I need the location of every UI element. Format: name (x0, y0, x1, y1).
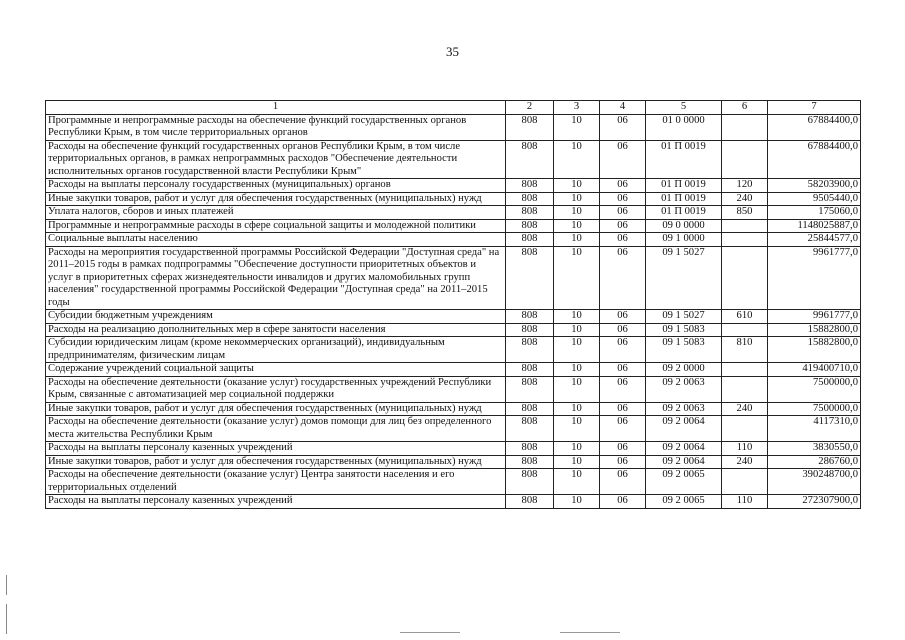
column-header: 4 (600, 101, 646, 115)
ministry-code: 808 (506, 416, 554, 442)
section-code: 10 (554, 140, 600, 179)
ministry-code: 808 (506, 337, 554, 363)
column-header: 7 (768, 101, 861, 115)
ministry-code: 808 (506, 219, 554, 233)
amount: 7500000,0 (768, 376, 861, 402)
target-item-code: 01 0 0000 (646, 114, 722, 140)
expense-type-code: 810 (722, 337, 768, 363)
subsection-code: 06 (600, 442, 646, 456)
table-row (46, 140, 861, 179)
table-row (46, 179, 861, 193)
section-code: 10 (554, 455, 600, 469)
subsection-code: 06 (600, 246, 646, 310)
subsection-code: 06 (600, 179, 646, 193)
page-number: 35 (446, 44, 459, 59)
expense-type-code: 110 (722, 495, 768, 509)
expense-type-code: 240 (722, 455, 768, 469)
subsection-code: 06 (600, 416, 646, 442)
column-header: 1 (46, 101, 506, 115)
amount: 25844577,0 (768, 233, 861, 247)
ministry-code: 808 (506, 495, 554, 509)
section-code: 10 (554, 323, 600, 337)
expense-type-code (722, 416, 768, 442)
amount: 15882800,0 (768, 323, 861, 337)
section-code: 10 (554, 402, 600, 416)
table-row (46, 337, 861, 363)
row-description: Иные закупки товаров, работ и услуг для обеспечения государственных (муниципальных) нужд (46, 402, 506, 416)
target-item-code: 09 1 5027 (646, 310, 722, 324)
target-item-code: 09 1 5083 (646, 337, 722, 363)
expense-type-code (722, 376, 768, 402)
expense-type-code (722, 469, 768, 495)
amount: 9961777,0 (768, 310, 861, 324)
subsection-code: 06 (600, 206, 646, 220)
row-description: Расходы на выплаты персоналу казенных учреждений (46, 442, 506, 456)
expense-type-code: 610 (722, 310, 768, 324)
subsection-code: 06 (600, 337, 646, 363)
expense-type-code: 110 (722, 442, 768, 456)
target-item-code: 09 2 0064 (646, 442, 722, 456)
table-row (46, 376, 861, 402)
ministry-code: 808 (506, 179, 554, 193)
row-description: Субсидии бюджетным учреждениям (46, 310, 506, 324)
amount: 272307900,0 (768, 495, 861, 509)
table-row (46, 219, 861, 233)
amount: 286760,0 (768, 455, 861, 469)
row-description: Расходы на обеспечение деятельности (оказание услуг) Центра занятости населения и его территориальных отделений (46, 469, 506, 495)
amount: 7500000,0 (768, 402, 861, 416)
subsection-code: 06 (600, 192, 646, 206)
row-description: Программные и непрограммные расходы на обеспечение функций государственных органов Республики Крым, в том числе территориальных органов (46, 114, 506, 140)
table-body (46, 114, 861, 508)
target-item-code: 01 П 0019 (646, 192, 722, 206)
row-description: Расходы на обеспечение деятельности (оказание услуг) государственных учреждений Республики Крым, связанные с автоматизацией мер социальной поддержки (46, 376, 506, 402)
table-row (46, 416, 861, 442)
column-header: 6 (722, 101, 768, 115)
amount: 390248700,0 (768, 469, 861, 495)
target-item-code: 09 1 0000 (646, 233, 722, 247)
ministry-code: 808 (506, 206, 554, 220)
subsection-code: 06 (600, 363, 646, 377)
table-row (46, 206, 861, 220)
table-row (46, 363, 861, 377)
bottom-edge-mark (560, 632, 620, 633)
column-header: 5 (646, 101, 722, 115)
ministry-code: 808 (506, 455, 554, 469)
row-description: Программные и непрограммные расходы в сфере социальной защиты и молодежной политики (46, 219, 506, 233)
target-item-code: 09 2 0064 (646, 455, 722, 469)
ministry-code: 808 (506, 376, 554, 402)
expense-type-code (722, 363, 768, 377)
subsection-code: 06 (600, 455, 646, 469)
row-description: Расходы на обеспечение функций государственных органов Республики Крым, в том числе территориальных органов, в рамках непрограммных расходов "Обеспечение деятельности исполнительных органов государственной власти Республики Крым" (46, 140, 506, 179)
ministry-code: 808 (506, 140, 554, 179)
row-description: Иные закупки товаров, работ и услуг для обеспечения государственных (муниципальных) нужд (46, 192, 506, 206)
column-header: 3 (554, 101, 600, 115)
target-item-code: 09 0 0000 (646, 219, 722, 233)
expense-type-code (722, 140, 768, 179)
target-item-code: 09 2 0000 (646, 363, 722, 377)
row-description: Расходы на обеспечение деятельности (оказание услуг) домов помощи для лиц без определенного места жительства Республики Крым (46, 416, 506, 442)
ministry-code: 808 (506, 310, 554, 324)
expense-type-code (722, 323, 768, 337)
subsection-code: 06 (600, 310, 646, 324)
amount: 175060,0 (768, 206, 861, 220)
ministry-code: 808 (506, 363, 554, 377)
header-row (46, 101, 861, 115)
section-code: 10 (554, 206, 600, 220)
section-code: 10 (554, 416, 600, 442)
table-row (46, 323, 861, 337)
subsection-code: 06 (600, 402, 646, 416)
table-row (46, 233, 861, 247)
section-code: 10 (554, 219, 600, 233)
amount: 9961777,0 (768, 246, 861, 310)
row-description: Расходы на выплаты персоналу казенных учреждений (46, 495, 506, 509)
ministry-code: 808 (506, 442, 554, 456)
subsection-code: 06 (600, 376, 646, 402)
target-item-code: 09 2 0063 (646, 402, 722, 416)
target-item-code: 09 2 0063 (646, 376, 722, 402)
target-item-code: 01 П 0019 (646, 140, 722, 179)
ministry-code: 808 (506, 114, 554, 140)
table-row (46, 192, 861, 206)
ministry-code: 808 (506, 469, 554, 495)
row-description: Расходы на реализацию дополнительных мер в сфере занятости населения (46, 323, 506, 337)
amount: 4117310,0 (768, 416, 861, 442)
amount: 419400710,0 (768, 363, 861, 377)
amount: 15882800,0 (768, 337, 861, 363)
target-item-code: 01 П 0019 (646, 179, 722, 193)
amount: 67884400,0 (768, 140, 861, 179)
target-item-code: 09 2 0065 (646, 469, 722, 495)
subsection-code: 06 (600, 495, 646, 509)
target-item-code: 09 1 5027 (646, 246, 722, 310)
ministry-code: 808 (506, 323, 554, 337)
table-row (46, 469, 861, 495)
section-code: 10 (554, 363, 600, 377)
expense-type-code (722, 219, 768, 233)
section-code: 10 (554, 310, 600, 324)
section-code: 10 (554, 337, 600, 363)
ministry-code: 808 (506, 233, 554, 247)
row-description: Социальные выплаты населению (46, 233, 506, 247)
table-row (46, 310, 861, 324)
section-code: 10 (554, 179, 600, 193)
table-row (46, 455, 861, 469)
amount: 9505440,0 (768, 192, 861, 206)
section-code: 10 (554, 114, 600, 140)
budget-table (45, 100, 861, 509)
subsection-code: 06 (600, 469, 646, 495)
table-row (46, 114, 861, 140)
expense-type-code: 240 (722, 402, 768, 416)
section-code: 10 (554, 469, 600, 495)
expense-type-code (722, 246, 768, 310)
ministry-code: 808 (506, 246, 554, 310)
target-item-code: 09 2 0065 (646, 495, 722, 509)
target-item-code: 09 1 5083 (646, 323, 722, 337)
subsection-code: 06 (600, 140, 646, 179)
section-code: 10 (554, 233, 600, 247)
table-row (46, 402, 861, 416)
left-margin-mark (6, 575, 7, 595)
expense-type-code (722, 233, 768, 247)
ministry-code: 808 (506, 402, 554, 416)
amount: 3830550,0 (768, 442, 861, 456)
table-row (46, 246, 861, 310)
row-description: Иные закупки товаров, работ и услуг для обеспечения государственных (муниципальных) нужд (46, 455, 506, 469)
left-margin-mark (6, 604, 7, 634)
row-description: Расходы на мероприятия государственной программы Российской Федерации "Доступная среда" на 2011–2015 годы в рамках подпрограммы "Обеспечение доступности приоритетных объектов и услуг в приоритетных сферах жизнедеятельности инвалидов и других маломобильных групп населения" государственной программы Российской Федерации "Доступная среда" на 2011–2015 годы (46, 246, 506, 310)
bottom-edge-mark (400, 632, 460, 633)
section-code: 10 (554, 442, 600, 456)
row-description: Субсидии юридическим лицам (кроме некоммерческих организаций), индивидуальным предпринимателям, физическим лицам (46, 337, 506, 363)
section-code: 10 (554, 376, 600, 402)
column-header: 2 (506, 101, 554, 115)
subsection-code: 06 (600, 233, 646, 247)
expense-type-code: 120 (722, 179, 768, 193)
row-description: Уплата налогов, сборов и иных платежей (46, 206, 506, 220)
subsection-code: 06 (600, 114, 646, 140)
row-description: Расходы на выплаты персоналу государственных (муниципальных) органов (46, 179, 506, 193)
subsection-code: 06 (600, 219, 646, 233)
amount: 67884400,0 (768, 114, 861, 140)
section-code: 10 (554, 192, 600, 206)
table-row (46, 495, 861, 509)
row-description: Содержание учреждений социальной защиты (46, 363, 506, 377)
expense-type-code: 240 (722, 192, 768, 206)
expense-type-code (722, 114, 768, 140)
target-item-code: 09 2 0064 (646, 416, 722, 442)
expense-type-code: 850 (722, 206, 768, 220)
amount: 1148025887,0 (768, 219, 861, 233)
table-row (46, 442, 861, 456)
target-item-code: 01 П 0019 (646, 206, 722, 220)
ministry-code: 808 (506, 192, 554, 206)
amount: 58203900,0 (768, 179, 861, 193)
section-code: 10 (554, 495, 600, 509)
section-code: 10 (554, 246, 600, 310)
subsection-code: 06 (600, 323, 646, 337)
